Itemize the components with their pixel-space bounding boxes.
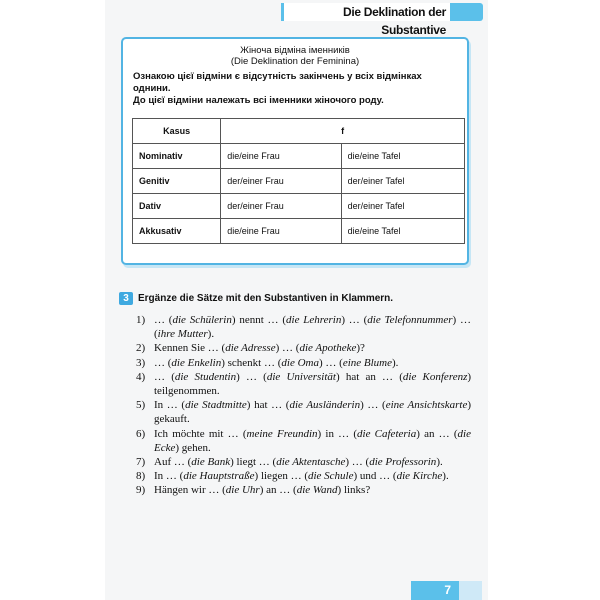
page-number: 7 xyxy=(411,581,459,600)
table-row xyxy=(133,144,465,169)
rule-text-line2: До цієї відміни належать всі іменники жіночого роду. xyxy=(133,95,384,106)
exercise-instruction: Ergänze die Sätze mit den Substantiven in Klammern. xyxy=(138,293,394,304)
table-cell: die/eine Frau xyxy=(221,144,341,169)
list-item: 5) In … (die Stadtmitte) hat … (die Ausländerin) … (eine Ansichtskarte) gekauft. xyxy=(136,399,472,426)
table-cell: der/einer Tafel xyxy=(341,169,464,194)
list-item: 4) … (die Studentin) … (die Universität) hat an … (die Konferenz) teilgenommen. xyxy=(136,370,472,398)
table-cell-case: Dativ xyxy=(133,194,221,219)
table-cell-case: Nominativ xyxy=(133,144,221,169)
list-item: 1) … (die Schülerin) nennt … (die Lehrerin) … (die Telefonnummer) … (ihre Mutter). xyxy=(136,314,472,341)
table-cell: die/eine Frau xyxy=(221,219,341,244)
exercise-sentences xyxy=(136,313,471,498)
table-header-gender: f xyxy=(221,119,465,144)
table-cell-case: Genitiv xyxy=(133,169,221,194)
table-cell: der/einer Tafel xyxy=(341,194,464,219)
table-row xyxy=(133,219,465,244)
rule-title xyxy=(123,45,467,67)
list-item: 2) Kennen Sie … (die Adresse) … (die Apotheke)? xyxy=(136,342,365,355)
table-cell: die/eine Tafel xyxy=(341,219,464,244)
table-cell: der/einer Frau xyxy=(221,169,341,194)
table-row xyxy=(133,169,465,194)
rule-title-line1: Жіноча відміна іменників xyxy=(240,45,350,56)
list-item: 9) Hängen wir … (die Uhr) an … (die Wand) links? xyxy=(136,484,371,497)
header-tab xyxy=(453,3,483,21)
table-cell: die/eine Tafel xyxy=(341,144,464,169)
rule-text xyxy=(133,71,458,107)
exercise-number-badge: 3 xyxy=(119,292,133,305)
page-title: Die Deklination der Substantive xyxy=(284,3,450,21)
list-item: 7) Auf … (die Bank) liegt … (die Aktentasche) … (die Professorin). xyxy=(136,456,443,469)
table-header-row xyxy=(133,119,465,144)
list-item: 8) In … (die Hauptstraße) liegen … (die Schule) und … (die Kirche). xyxy=(136,470,449,483)
grammar-rule-box xyxy=(121,37,469,265)
list-item: 3) … (die Enkelin) schenkt … (die Oma) … (eine Blume). xyxy=(136,356,399,369)
table-header-case: Kasus xyxy=(133,119,221,144)
rule-text-line1: Ознакою цієї відміни є відсутність закінчень у всіх відмінках однини. xyxy=(133,71,422,94)
table-cell-case: Akkusativ xyxy=(133,219,221,244)
table-row xyxy=(133,194,465,219)
rule-title-line2: (Die Deklination der Feminina) xyxy=(230,56,360,67)
declension-table xyxy=(132,118,465,244)
list-item: 6) Ich möchte mit … (meine Freundin) in … (die Cafeteria) an … (die Ecke) gehen. xyxy=(136,427,471,454)
table-cell: der/einer Frau xyxy=(221,194,341,219)
